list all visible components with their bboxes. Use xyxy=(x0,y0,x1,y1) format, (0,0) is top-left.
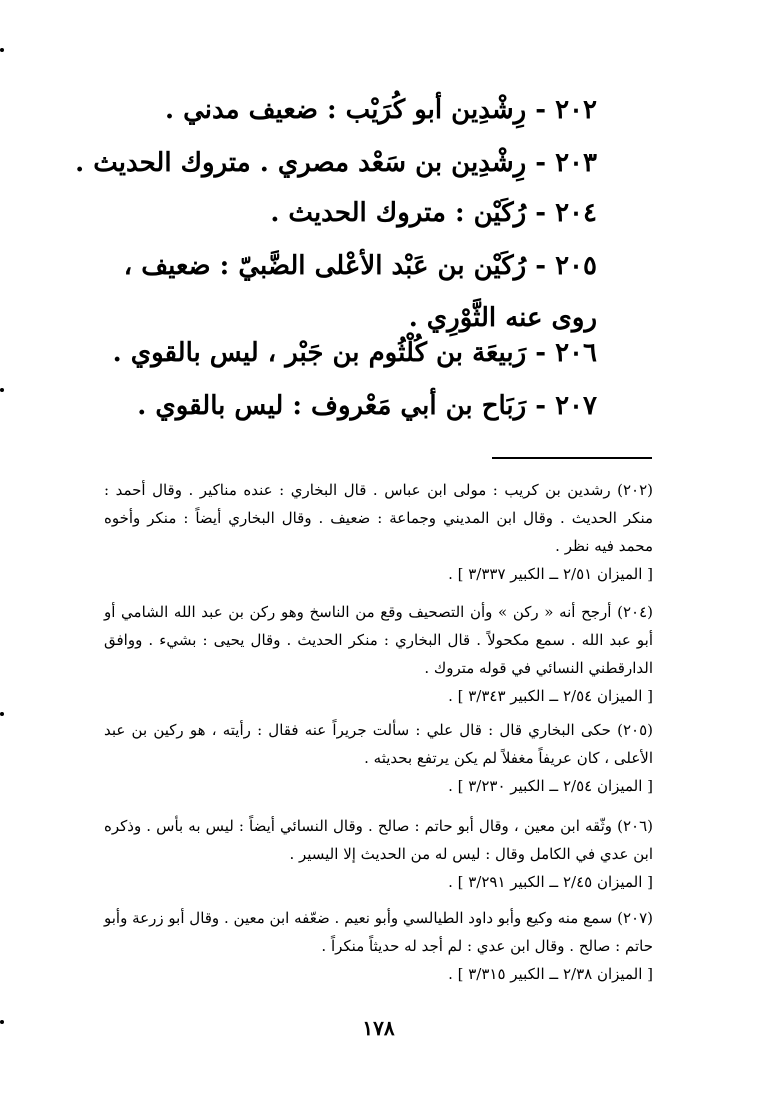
footnote-205 xyxy=(104,716,653,800)
footnote-reference: [ الميزان ٢/٥٤ ــ الكبير ٣/٢٣٠ ] . xyxy=(448,777,653,795)
page-number: ١٧٨ xyxy=(362,1016,395,1040)
entry-203: ٢٠٣ - رِشْدِين بن سَعْد مصري . متروك الحديث . xyxy=(75,148,597,178)
footnote-text: (٢٠٢) رشدين بن كريب : مولى ابن عباس . قال البخاري : عنده مناكير . وقال أحمد : منكر الحديث . وقال ابن المديني وجماعة : ضعيف . وقال البخاري أيضاً : منكر وأخوه محمد فيه نظر . xyxy=(104,481,653,555)
footnote-divider xyxy=(492,457,652,459)
footnote-text: (٢٠٤) أرجح أنه « ركن » وأن التصحيف وقع من الناسخ وهو ركن بن عبد الله الشامي أو أبو عبد الله . سمع مكحولاً . قال البخاري : منكر الحديث . وقال يحيى : بشيء . ووافق الدارقطني النسائي في قوله متروك . xyxy=(104,603,653,677)
footnote-reference: [ الميزان ٢/٣٨ ــ الكبير ٣/٣١٥ ] . xyxy=(448,965,653,983)
scan-mark xyxy=(0,48,4,52)
footnote-text: (٢٠٦) وثّقه ابن معين ، وقال أبو حاتم : صالح . وقال النسائي أيضاً : ليس به بأس . وذكره ابن عدي في الكامل وقال : ليس له من الحديث إلا اليسير . xyxy=(104,817,653,863)
entry-205: ٢٠٥ - رُكَيْن بن عَبْد الأعْلى الضَّبيّ : ضعيف ، روى عنه الثَّوْرِي . xyxy=(123,251,597,333)
footnote-reference: [ الميزان ٢/٤٥ ــ الكبير ٣/٢٩١ ] . xyxy=(448,873,653,891)
footnote-207 xyxy=(104,904,653,988)
footnote-202 xyxy=(104,476,653,588)
scan-mark xyxy=(0,712,4,716)
footnote-reference: [ الميزان ٢/٥١ ــ الكبير ٣/٣٣٧ ] . xyxy=(448,565,653,583)
entry-202: ٢٠٢ - رِشْدِين أبو كُرَيْب : ضعيف مدني . xyxy=(164,95,597,125)
footnote-204 xyxy=(104,598,653,710)
footnote-206 xyxy=(104,812,653,896)
footnote-text: (٢٠٥) حكى البخاري قال : قال علي : سألت جريراً عنه فقال : رأيته ، هو ركين بن عبد الأعلى ، كان عريفاً مغفلاً لم يكن يرتفع بحديثه . xyxy=(104,721,653,767)
entry-206: ٢٠٦ - رَبيعَة بن كُلْثُوم بن جَبْر ، ليس بالقوي . xyxy=(112,338,597,368)
entry-204: ٢٠٤ - رُكَيْن : متروك الحديث . xyxy=(270,198,597,228)
scan-mark xyxy=(0,388,4,392)
entry-207: ٢٠٧ - رَبَاح بن أبي مَعْروف : ليس بالقوي . xyxy=(137,391,597,421)
footnote-reference: [ الميزان ٢/٥٤ ــ الكبير ٣/٣٤٣ ] . xyxy=(448,687,653,705)
footnote-text: (٢٠٧) سمع منه وكيع وأبو داود الطيالسي وأبو نعيم . ضعّفه ابن معين . وقال أبو زرعة وأبو حاتم : صالح . وقال ابن عدي : لم أجد له حديثاً منكراً . xyxy=(104,909,653,955)
